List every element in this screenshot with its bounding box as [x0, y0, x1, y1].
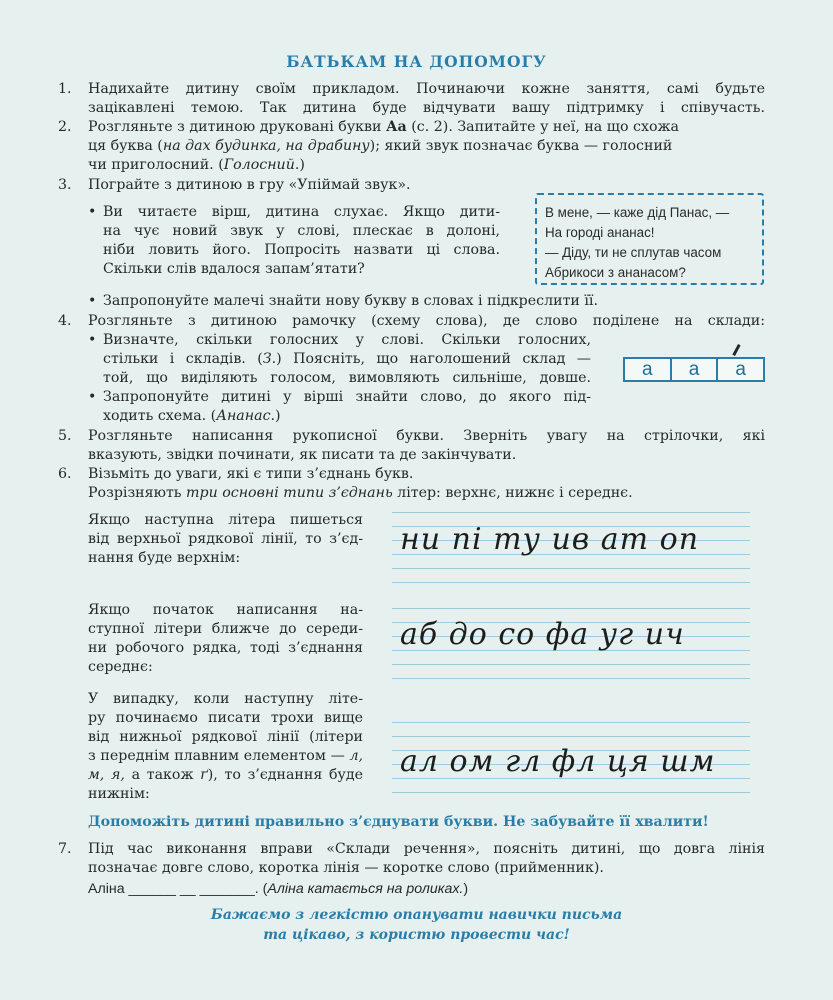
text-span: ) Поясніть, що наголошений склад —: [276, 351, 591, 367]
text-span: Розгляньте з дитиною друковані букви: [88, 119, 386, 135]
ruling-line: [392, 608, 750, 609]
text-span: чи приголосний. (: [88, 157, 224, 173]
poem-line: В мене, — каже дід Панас, —: [545, 205, 730, 220]
item-number: 7.: [58, 841, 72, 857]
item-5-line-2: вказують, звідки починати, як писати та де закінчувати.: [88, 447, 517, 463]
italic-letter: л,: [349, 748, 363, 764]
join-mid-line-1: Якщо початок написання на-: [88, 602, 363, 618]
italic-answer: З.: [262, 351, 277, 367]
text-span: Аліна ______ __ _______. (: [88, 881, 268, 897]
ruling-line: [392, 568, 750, 569]
bullet-icon: •: [88, 332, 97, 348]
text-span: з переднім плавним елементом —: [88, 748, 350, 764]
text-span: Розрізняють: [88, 485, 187, 501]
join-mid-line-4: середнє:: [88, 659, 153, 675]
italic-answer: Голосний: [223, 157, 295, 173]
item-number: 5.: [58, 428, 72, 444]
bullet-4a-line-2: [103, 350, 591, 369]
item-number: 3.: [58, 177, 72, 193]
join-top-line-3: нання буде верхнім:: [88, 550, 241, 566]
join-low-line-1: У випадку, коли наступну літе-: [88, 691, 363, 707]
item-6-line-1: Візьміть до уваги, які є типи з’єднань букв.: [88, 466, 414, 482]
join-mid-line-2: ступної літери ближче до середи-: [88, 621, 363, 637]
bullet-4b-line-2: [103, 407, 281, 426]
poem-line: Абрикоси з ананасом?: [545, 265, 686, 280]
syllable-cell: а: [672, 359, 719, 380]
ruling-line: [392, 792, 750, 793]
item-number: 4.: [58, 313, 72, 329]
poem-line: На городі ананас!: [545, 225, 655, 240]
italic-letter: м, я,: [88, 767, 125, 783]
item-1-line-2: зацікавлені темою. Так дитина буде відчувати вашу підтримку і співучасть.: [88, 100, 765, 116]
wish-line-1: Бажаємо з легкістю опанувати навички письма: [210, 907, 623, 923]
cursive-sample-low: ал ом гл фл ця шм: [400, 744, 716, 779]
join-low-line-3: від нижньої рядкової лінії (літери: [88, 729, 363, 745]
italic-answer: три основні типи з’єднань: [186, 485, 393, 501]
join-low-line-5: [88, 766, 363, 785]
item-number: 1.: [58, 81, 72, 97]
join-low-line-6: нижнім:: [88, 786, 150, 802]
bullet-3a-line-2: на чує новий звук у слові, плескає в долоні,: [103, 223, 500, 239]
item-2-line-1: [88, 118, 679, 137]
syllable-cell-stressed: а: [735, 359, 746, 380]
page-title: БАТЬКАМ НА ДОПОМОГУ: [286, 52, 547, 71]
bullet-icon: •: [88, 293, 97, 309]
item-2-line-3: [88, 156, 305, 175]
ruling-line: [392, 582, 750, 583]
bullet-4b-line-1: Запропонуйте дитині у вірші знайти слово, до якого під-: [103, 389, 591, 405]
text-span: .): [270, 408, 281, 424]
ruling-line: [392, 736, 750, 737]
syllable-cell: а: [625, 359, 672, 380]
text-span: літер: верхнє, нижнє і середнє.: [392, 485, 633, 501]
text-span: ): [463, 881, 469, 897]
item-4-line-1: Розгляньте з дитиною рамочку (схему слова), де слово поділене на склади:: [88, 313, 765, 329]
text-span: стільки і складів. (: [103, 351, 263, 367]
italic-answer: на дах будинка, на драбину: [162, 138, 370, 154]
syllable-scheme: [623, 357, 765, 382]
item-2-line-2: [88, 137, 672, 156]
praise-note: Допоможіть дитині правильно з’єднувати букви. Не забувайте її хвалити!: [88, 814, 709, 830]
join-low-line-4: [88, 747, 363, 766]
item-5-line-1: Розгляньте написання рукописної букви. Зверніть увагу на стрілочки, які: [88, 428, 765, 444]
bullet-3b: Запропонуйте малечі знайти нову букву в словах і підкреслити її.: [103, 293, 598, 309]
italic-answer: Аліна катається на роликах.: [267, 881, 464, 897]
item-6-line-2: [88, 484, 633, 503]
join-top-line-1: Якщо наступна літера пишеться: [88, 512, 363, 528]
italic-letter: ґ: [200, 767, 208, 783]
ruling-line: [392, 678, 750, 679]
text-span: а також: [124, 767, 201, 783]
text-span: ); який звук позначає буква — голосний: [369, 138, 673, 154]
italic-answer: Ананас: [216, 408, 271, 424]
text-span: ), то з’єднання буде: [207, 767, 363, 783]
item-3-line-1: Пограйте з дитиною в гру «Упіймай звук».: [88, 177, 411, 193]
poem-line: — Діду, ти не сплутав часом: [545, 245, 722, 260]
item-7-line-2: позначає довге слово, коротка лінія — коротке слово (прийменник).: [88, 860, 604, 876]
text-span: ходить схема. (: [103, 408, 217, 424]
bullet-3a-line-1: Ви читаєте вірш, дитина слухає. Якщо дити-: [103, 204, 500, 220]
cursive-sample-mid: аб до со фа уг ич: [400, 617, 685, 652]
ruling-line: [392, 722, 750, 723]
item-1-line-1: Надихайте дитину своїм прикладом. Починаючи кожне заняття, самі будьте: [88, 81, 765, 97]
letter-aa: Аа: [386, 119, 407, 135]
bullet-3a-line-3: ніби ловить його. Попросіть назвати ці слова.: [103, 242, 500, 258]
bullet-3a-line-4: Скільки слів вдалося запам’ятати?: [103, 261, 365, 277]
text-span: (с. 2). Запитайте у неї, на що схожа: [406, 119, 680, 135]
ruling-line: [392, 512, 750, 513]
wish-line-2: та цікаво, з користю провести час!: [263, 927, 570, 943]
item-number: 2.: [58, 119, 72, 135]
item-7-example: [88, 880, 468, 899]
text-span: .): [294, 157, 305, 173]
text-span: ця буква (: [88, 138, 163, 154]
cursive-sample-top: ни пі ту ив ат оп: [400, 522, 700, 557]
ruling-line: [392, 664, 750, 665]
bullet-4a-line-3: той, що виділяють голосом, вимовляють сильніше, довше.: [103, 370, 591, 386]
bullet-4a-line-1: Визначте, скільки голосних у слові. Скільки голосних,: [103, 332, 591, 348]
item-7-line-1: Під час виконання вправи «Склади речення», поясніть дитині, що довга лінія: [88, 841, 765, 857]
bullet-icon: •: [88, 389, 97, 405]
bullet-icon: •: [88, 204, 97, 220]
join-low-line-2: ру починаємо писати трохи вище: [88, 710, 363, 726]
item-number: 6.: [58, 466, 72, 482]
join-top-line-2: від верхньої рядкової лінії, то з’єд-: [88, 531, 363, 547]
poem-box: [535, 193, 764, 285]
stress-mark-icon: [732, 344, 740, 356]
join-mid-line-3: ни робочого рядка, тоді з’єднання: [88, 640, 363, 656]
